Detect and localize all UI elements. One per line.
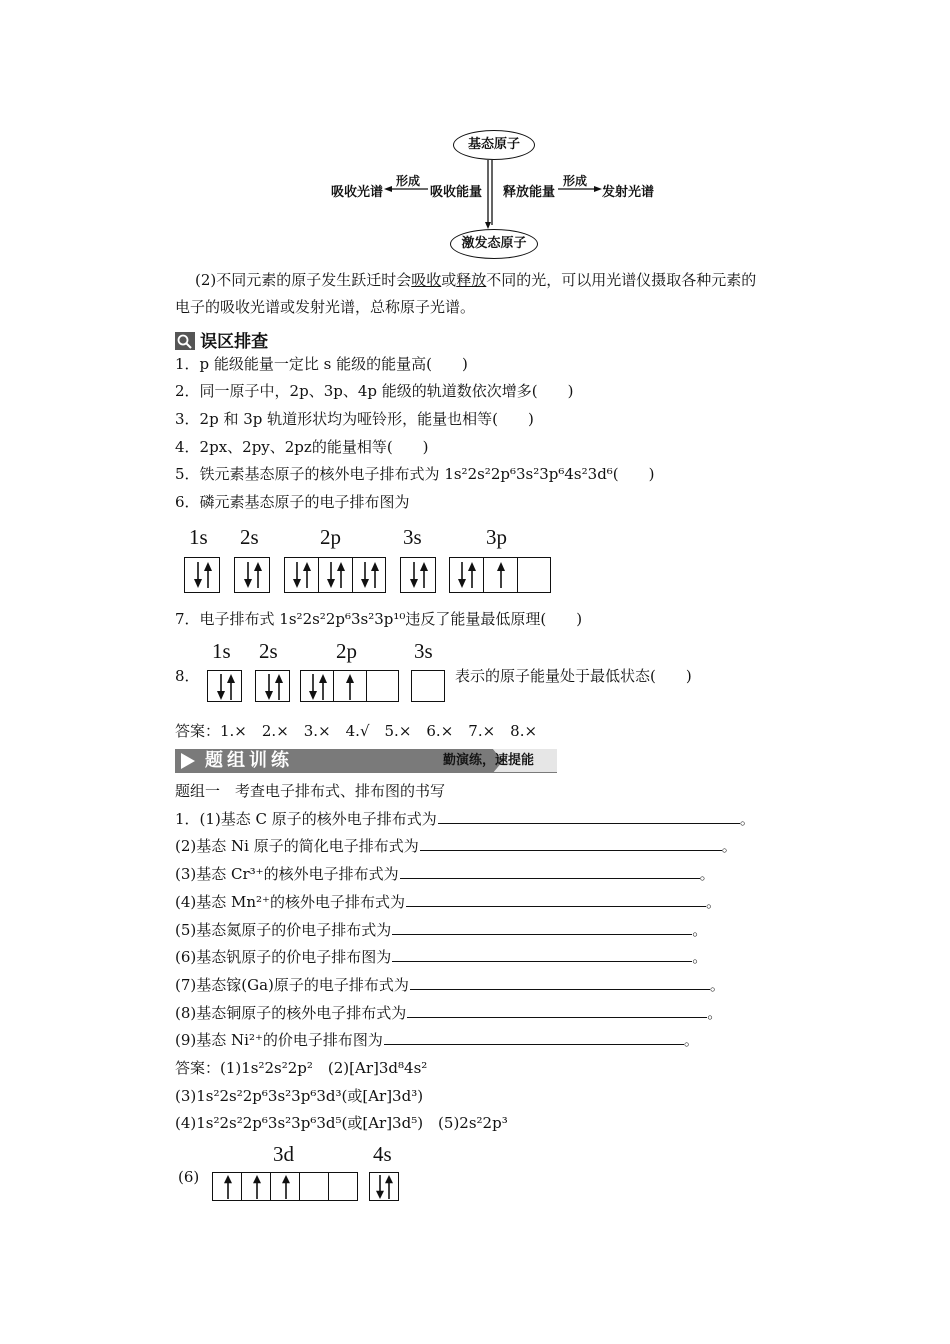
spin-up-arrow: [275, 674, 283, 700]
group1-answer-line-2: (3)1s²2s²2p⁶3s²3p⁶3d³(或[Ar]3d³): [175, 1087, 424, 1105]
spin-up-arrow: [303, 562, 311, 588]
spin-down-arrow: [244, 562, 252, 588]
spin-down-arrow: [458, 562, 466, 588]
orbital-box-2s: [255, 670, 290, 702]
misconception-item-2: 2．同一原子中，2p、3p、4p 能级的轨道数依次增多( ): [175, 382, 574, 400]
spin-down-arrow: [327, 562, 335, 588]
orbital-box-2p: [284, 557, 386, 593]
orbital-label-2p: 2p: [320, 525, 341, 549]
spin-up-arrow: [253, 1175, 261, 1199]
misconception-item-7: 7．电子排布式 1s²2s²2p⁶3s²3p¹⁰违反了能量最低原理( ): [175, 610, 583, 628]
release-word: 释放: [456, 271, 487, 289]
question-2: (2)基态 Ni 原子的简化电子排布式为 。: [175, 837, 737, 855]
orbital-label-2s: 2s: [240, 525, 259, 549]
misconception-item-8-text: 表示的原子能量处于最低状态( ): [455, 667, 692, 685]
orbital-label-3d: 3d: [273, 1142, 294, 1166]
orbital-label-2p: 2p: [336, 639, 357, 663]
spin-up-arrow: [282, 1175, 290, 1199]
question-4: (4)基态 Mn²⁺的核外电子排布式为 。: [175, 893, 721, 911]
orbital-box-3d: [212, 1172, 358, 1201]
group1-answer-line-4: (6): [178, 1168, 200, 1186]
spin-up-arrow: [385, 1175, 393, 1199]
misconception-item-5: 5．铁元素基态原子的核外电子排布式为 1s²2s²2p⁶3s²3p⁶4s²3d⁶( ): [175, 465, 655, 483]
misconception-item-8-number: 8．: [175, 667, 200, 685]
spin-down-arrow: [265, 674, 273, 700]
orbital-label-3p: 3p: [486, 525, 507, 549]
para2-line1: (2)不同元素的原子发生跃迁时会吸收或释放不同的光，可以用光谱仪摄取各种元素的: [195, 271, 757, 289]
orbital-box-1s: [207, 670, 242, 702]
form-label-left: 形成: [396, 174, 421, 188]
orbital-box-4s: [369, 1172, 399, 1201]
question-1: 1．(1)基态 C 原子的核外电子排布式为 。: [175, 810, 755, 828]
release-energy-label: 释放能量: [503, 185, 556, 200]
spin-down-arrow: [293, 562, 301, 588]
spin-down-arrow: [376, 1175, 384, 1199]
spin-up-arrow: [319, 674, 327, 700]
spin-down-arrow: [309, 674, 317, 700]
spin-up-arrow: [224, 1175, 232, 1199]
orbital-box-3p: [449, 557, 551, 593]
magnifier-icon: [175, 332, 195, 350]
spin-up-arrow: [497, 562, 505, 588]
group1-answer-line-1: 答案：(1)1s²2s²2p² (2)[Ar]3d⁸4s²: [175, 1059, 428, 1077]
orbital-box-3s: [400, 557, 436, 593]
question-9: (9)基态 Ni²⁺的价电子排布图为 。: [175, 1031, 699, 1049]
misconception-answer: 答案：1.× 2.× 3.× 4.√ 5.× 6.× 7.× 8.×: [175, 722, 538, 740]
orbital-box-1s: [184, 557, 220, 593]
group1-title: 题组一 考查电子排布式、排布图的书写: [175, 782, 446, 800]
para2-line2: 电子的吸收光谱或发射光谱，总称原子光谱。: [175, 298, 476, 316]
ground-state-oval: 基态原子: [453, 130, 535, 160]
spin-up-arrow: [227, 674, 235, 700]
misconception-item-3: 3．2p 和 3p 轨道形状均为哑铃形，能量也相等( ): [175, 410, 534, 428]
misconception-item-4: 4．2px、2py、2pz的能量相等( ): [175, 438, 429, 456]
spin-up-arrow: [204, 562, 212, 588]
diagram-arrows: [320, 150, 680, 240]
orbital-label-3s: 3s: [414, 639, 433, 663]
question-3: (3)基态 Cr³⁺的核外电子排布式为 。: [175, 865, 715, 883]
spin-up-arrow: [346, 674, 354, 700]
misconception-heading: [175, 327, 268, 352]
orbital-box-3s: [411, 670, 445, 702]
spin-up-arrow: [371, 562, 379, 588]
orbital-label-1s: 1s: [189, 525, 208, 549]
question-6: (6)基态钒原子的价电子排布图为 。: [175, 948, 708, 966]
spin-up-arrow: [254, 562, 262, 588]
orbital-label-3s: 3s: [403, 525, 422, 549]
orbital-label-4s: 4s: [373, 1142, 392, 1166]
excited-state-oval: 激发态原子: [450, 229, 538, 259]
orbital-label-1s: 1s: [212, 639, 231, 663]
question-5: (5)基态氮原子的价电子排布式为 。: [175, 921, 708, 939]
absorption-spectrum-label: 吸收光谱: [331, 185, 384, 200]
absorb-word: 吸收: [411, 271, 442, 289]
banner-title: 题组训练: [205, 750, 293, 771]
form-label-right: 形成: [563, 174, 588, 188]
spin-up-arrow: [337, 562, 345, 588]
orbital-label-2s: 2s: [259, 639, 278, 663]
spin-down-arrow: [194, 562, 202, 588]
question-7: (7)基态镓(Ga)原子的电子排布式为 。: [175, 976, 725, 994]
absorb-energy-label: 吸收能量: [430, 185, 483, 200]
practice-banner: [175, 749, 557, 773]
misconception-title: 误区排查: [200, 332, 269, 352]
emission-spectrum-label: 发射光谱: [602, 185, 655, 200]
banner-slogan: 勤演练，速提能: [443, 753, 535, 768]
spin-down-arrow: [217, 674, 225, 700]
spin-down-arrow: [410, 562, 418, 588]
group1-answer-line-3: (4)1s²2s²2p⁶3s²3p⁶3d⁵(或[Ar]3d⁵) (5)2s²2p³: [175, 1114, 508, 1132]
orbital-box-2s: [234, 557, 270, 593]
misconception-item-1: 1．p 能级能量一定比 s 能级的能量高( ): [175, 355, 468, 373]
orbital-box-2p: [300, 670, 399, 702]
spin-up-arrow: [420, 562, 428, 588]
spin-up-arrow: [468, 562, 476, 588]
misconception-item-6: 6．磷元素基态原子的电子排布图为: [175, 493, 410, 511]
spin-down-arrow: [361, 562, 369, 588]
question-8: (8)基态铜原子的核外电子排布式为 。: [175, 1004, 723, 1022]
